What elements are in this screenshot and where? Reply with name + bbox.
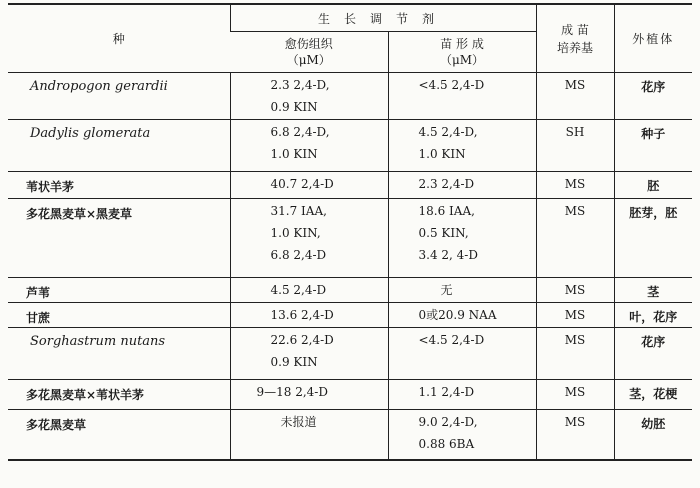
species-cell: 甘蔗: [8, 303, 230, 328]
explant-cell: 胚: [614, 172, 692, 199]
callus-value: 未报道: [280, 415, 317, 429]
table-row: [8, 120, 692, 172]
callus-value: 1.0 KIN: [270, 147, 318, 161]
callus-value: 6.8 2,4-D,: [270, 125, 330, 139]
callus-cell: [230, 199, 388, 278]
medium-cell: MS: [536, 380, 614, 410]
callus-value: 4.5 2,4-D: [270, 283, 327, 297]
shoot-value: <4.5 2,4-D: [418, 78, 485, 92]
callus-cell: [230, 303, 388, 328]
species-cell: Andropogon gerardii: [8, 73, 230, 120]
table-row: [8, 73, 692, 120]
medium-cell: MS: [536, 172, 614, 199]
callus-cell: [230, 410, 388, 460]
callus-value: 22.6 2,4-D: [270, 333, 334, 347]
header-callus-line: 愈伤组织: [284, 37, 333, 51]
explant-cell: 胚芽，胚: [614, 199, 692, 278]
shoot-value: 9.0 2,4-D,: [418, 415, 478, 429]
callus-value: 2.3 2,4-D,: [270, 78, 330, 92]
callus-cell: [230, 120, 388, 172]
header-medium: [536, 4, 614, 73]
shoot-cell: [388, 410, 536, 460]
callus-cell: [230, 73, 388, 120]
table-row: [8, 278, 692, 303]
header-shoot: [388, 32, 536, 73]
medium-cell: MS: [536, 303, 614, 328]
shoot-cell: [388, 199, 536, 278]
callus-value: 13.6 2,4-D: [270, 308, 334, 322]
table-row: [8, 328, 692, 380]
explant-cell: 茎: [614, 278, 692, 303]
callus-value: 9—18 2,4-D: [256, 385, 328, 399]
shoot-value: 0或20.9 NAA: [418, 308, 497, 322]
medium-cell: SH: [536, 120, 614, 172]
header-medium-line: 培养基: [557, 40, 594, 55]
species-cell: 苇状羊茅: [8, 172, 230, 199]
medium-cell: MS: [536, 410, 614, 460]
header-callus-unit: （μM）: [286, 53, 331, 67]
shoot-cell: [388, 303, 536, 328]
header-shoot-line: 苗 形 成: [440, 37, 484, 51]
shoot-value: 无: [440, 283, 453, 297]
header-shoot-unit: （μM）: [439, 53, 485, 67]
callus-cell: [230, 172, 388, 199]
shoot-cell: [388, 172, 536, 199]
shoot-value: 2.3 2,4-D: [418, 177, 475, 191]
species-cell: Dadylis glomerata: [8, 120, 230, 172]
table-row: [8, 410, 692, 460]
header-callus: [230, 32, 388, 73]
explant-cell: 叶，花序: [614, 303, 692, 328]
medium-cell: MS: [536, 328, 614, 380]
header-explant: 外植体: [614, 4, 692, 73]
species-cell: 多花黑麦草×黑麦草: [8, 199, 230, 278]
shoot-value: 4.5 2,4-D,: [418, 125, 478, 139]
table-row: [8, 172, 692, 199]
shoot-value: 0.5 KIN,: [418, 226, 469, 240]
header-growth-regulators: 生长调节剂: [230, 4, 536, 32]
callus-value: 31.7 IAA,: [270, 204, 327, 218]
explant-cell: 茎，花梗: [614, 380, 692, 410]
species-cell: Sorghastrum nutans: [8, 328, 230, 380]
table-row: [8, 199, 692, 278]
callus-cell: [230, 328, 388, 380]
explant-cell: 花序: [614, 73, 692, 120]
shoot-cell: [388, 380, 536, 410]
shoot-cell: [388, 278, 536, 303]
explant-cell: 花序: [614, 328, 692, 380]
shoot-cell: [388, 328, 536, 380]
species-cell: 芦苇: [8, 278, 230, 303]
callus-cell: [230, 278, 388, 303]
callus-cell: [230, 380, 388, 410]
shoot-value: 0.88 6BA: [418, 437, 475, 451]
medium-cell: MS: [536, 73, 614, 120]
shoot-value: 3.4 2, 4-D: [418, 248, 478, 262]
table-row: [8, 380, 692, 410]
shoot-value: 18.6 IAA,: [418, 204, 475, 218]
table-row: [8, 303, 692, 328]
medium-cell: MS: [536, 199, 614, 278]
species-cell: 多花黑麦草: [8, 410, 230, 460]
header-medium-line: 成 苗: [561, 22, 589, 37]
callus-value: 0.9 KIN: [270, 100, 318, 114]
shoot-cell: [388, 73, 536, 120]
shoot-value: <4.5 2,4-D: [418, 333, 485, 347]
shoot-value: 1.1 2,4-D: [418, 385, 475, 399]
shoot-value: 1.0 KIN: [418, 147, 466, 161]
species-cell: 多花黑麦草×苇状羊茅: [8, 380, 230, 410]
regulator-table: [8, 3, 692, 461]
explant-cell: 种子: [614, 120, 692, 172]
callus-value: 1.0 KIN,: [270, 226, 321, 240]
callus-value: 6.8 2,4-D: [270, 248, 327, 262]
explant-cell: 幼胚: [614, 410, 692, 460]
shoot-cell: [388, 120, 536, 172]
medium-cell: MS: [536, 278, 614, 303]
header-species: 种: [8, 4, 230, 73]
callus-value: 40.7 2,4-D: [270, 177, 334, 191]
callus-value: 0.9 KIN: [270, 355, 318, 369]
